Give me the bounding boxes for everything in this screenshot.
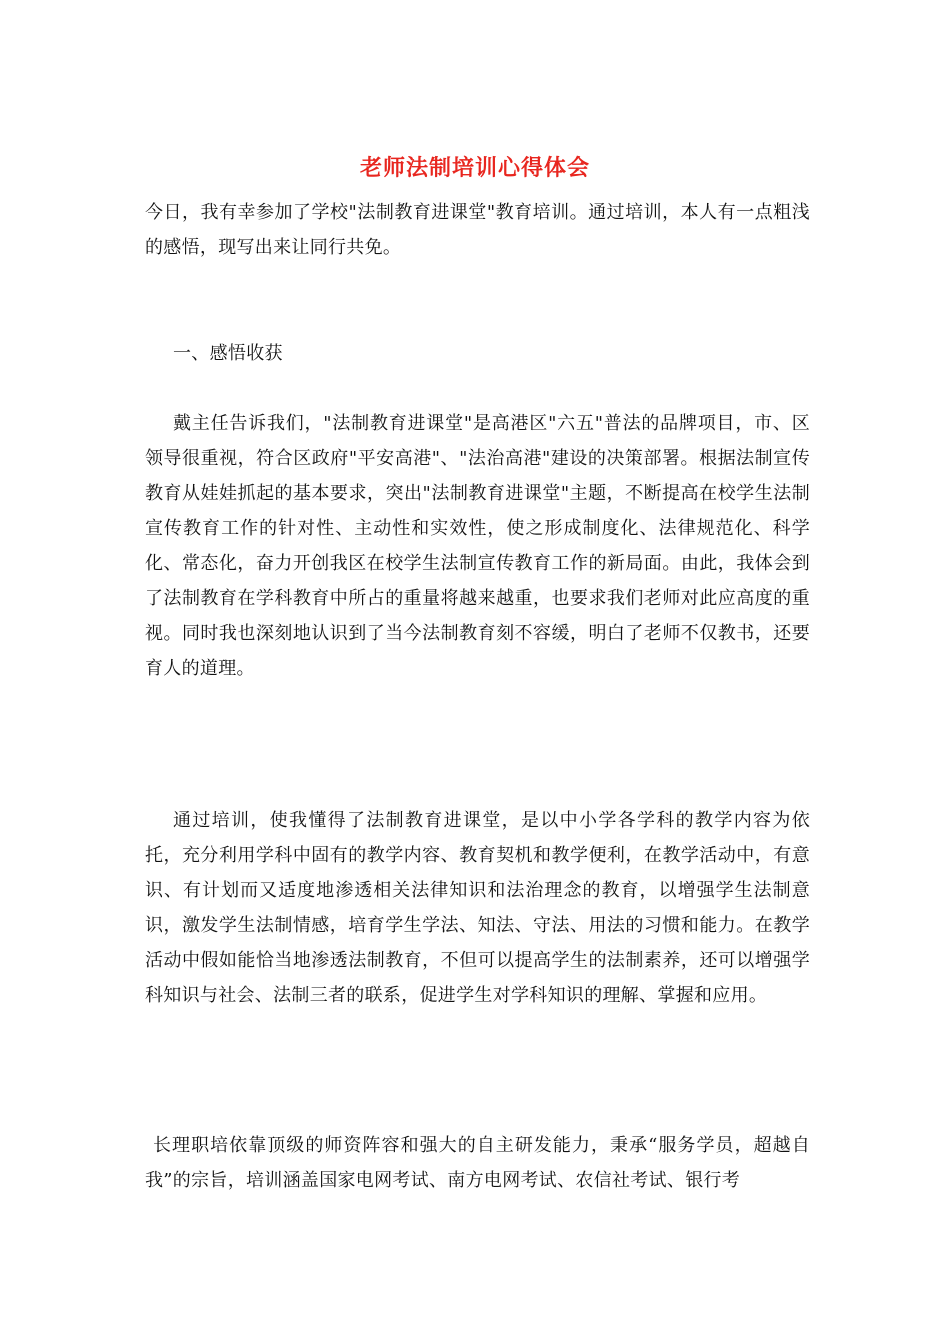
body-paragraph-3: 长理职培依靠顶级的师资阵容和强大的自主研发能力，秉承“服务学员，超越自我”的宗旨，培训涵盖国家电网考试、南方电网考试、农信社考试、银行考 <box>145 1135 810 1191</box>
intro-paragraph: 今日，我有幸参加了学校"法制教育进课堂"教育培训。通过培训，本人有一点粗浅的感悟，现写出来让同行共免。 <box>145 202 810 258</box>
document-title: 老师法制培训心得体会 <box>359 155 590 181</box>
body-paragraph-1: 戴主任告诉我们，"法制教育进课堂"是高港区"六五"普法的品牌项目，市、区领导很重视，符合区政府"平安高港"、"法治高港"建设的决策部署。根据法制宣传教育从娃娃抓起的基本要求，突出"法制教育进课堂"主题，不断提高在校学生法制宣传教育工作的针对性、主动性和实效性，使之形成制度化、法律规范化、科学化、常态化，奋力开创我区在校学生法制宣传教育工作的新局面。由此，我体会到了法制教育在学科教育中所占的重量将越来越重，也要求我们老师对此应高度的重视。同时我也深刻地认识到了当今法制教育刻不容缓，明白了老师不仅教书，还要育人的道理。 <box>145 413 810 679</box>
body-paragraph-2: 通过培训，使我懂得了法制教育进课堂，是以中小学各学科的教学内容为依托，充分利用学科中固有的教学内容、教育契机和教学便利，在教学活动中，有意识、有计划而又适度地渗透相关法律知识和法治理念的教育，以增强学生法制意识，激发学生法制情感，培育学生学法、知法、守法、用法的习惯和能力。在教学活动中假如能恰当地渗透法制教育，不但可以提高学生的法制素养，还可以增强学科知识与社会、法制三者的联系，促进学生对学科知识的理解、掌握和应用。 <box>145 810 810 1006</box>
section-heading: 一、感悟收获 <box>173 343 283 364</box>
